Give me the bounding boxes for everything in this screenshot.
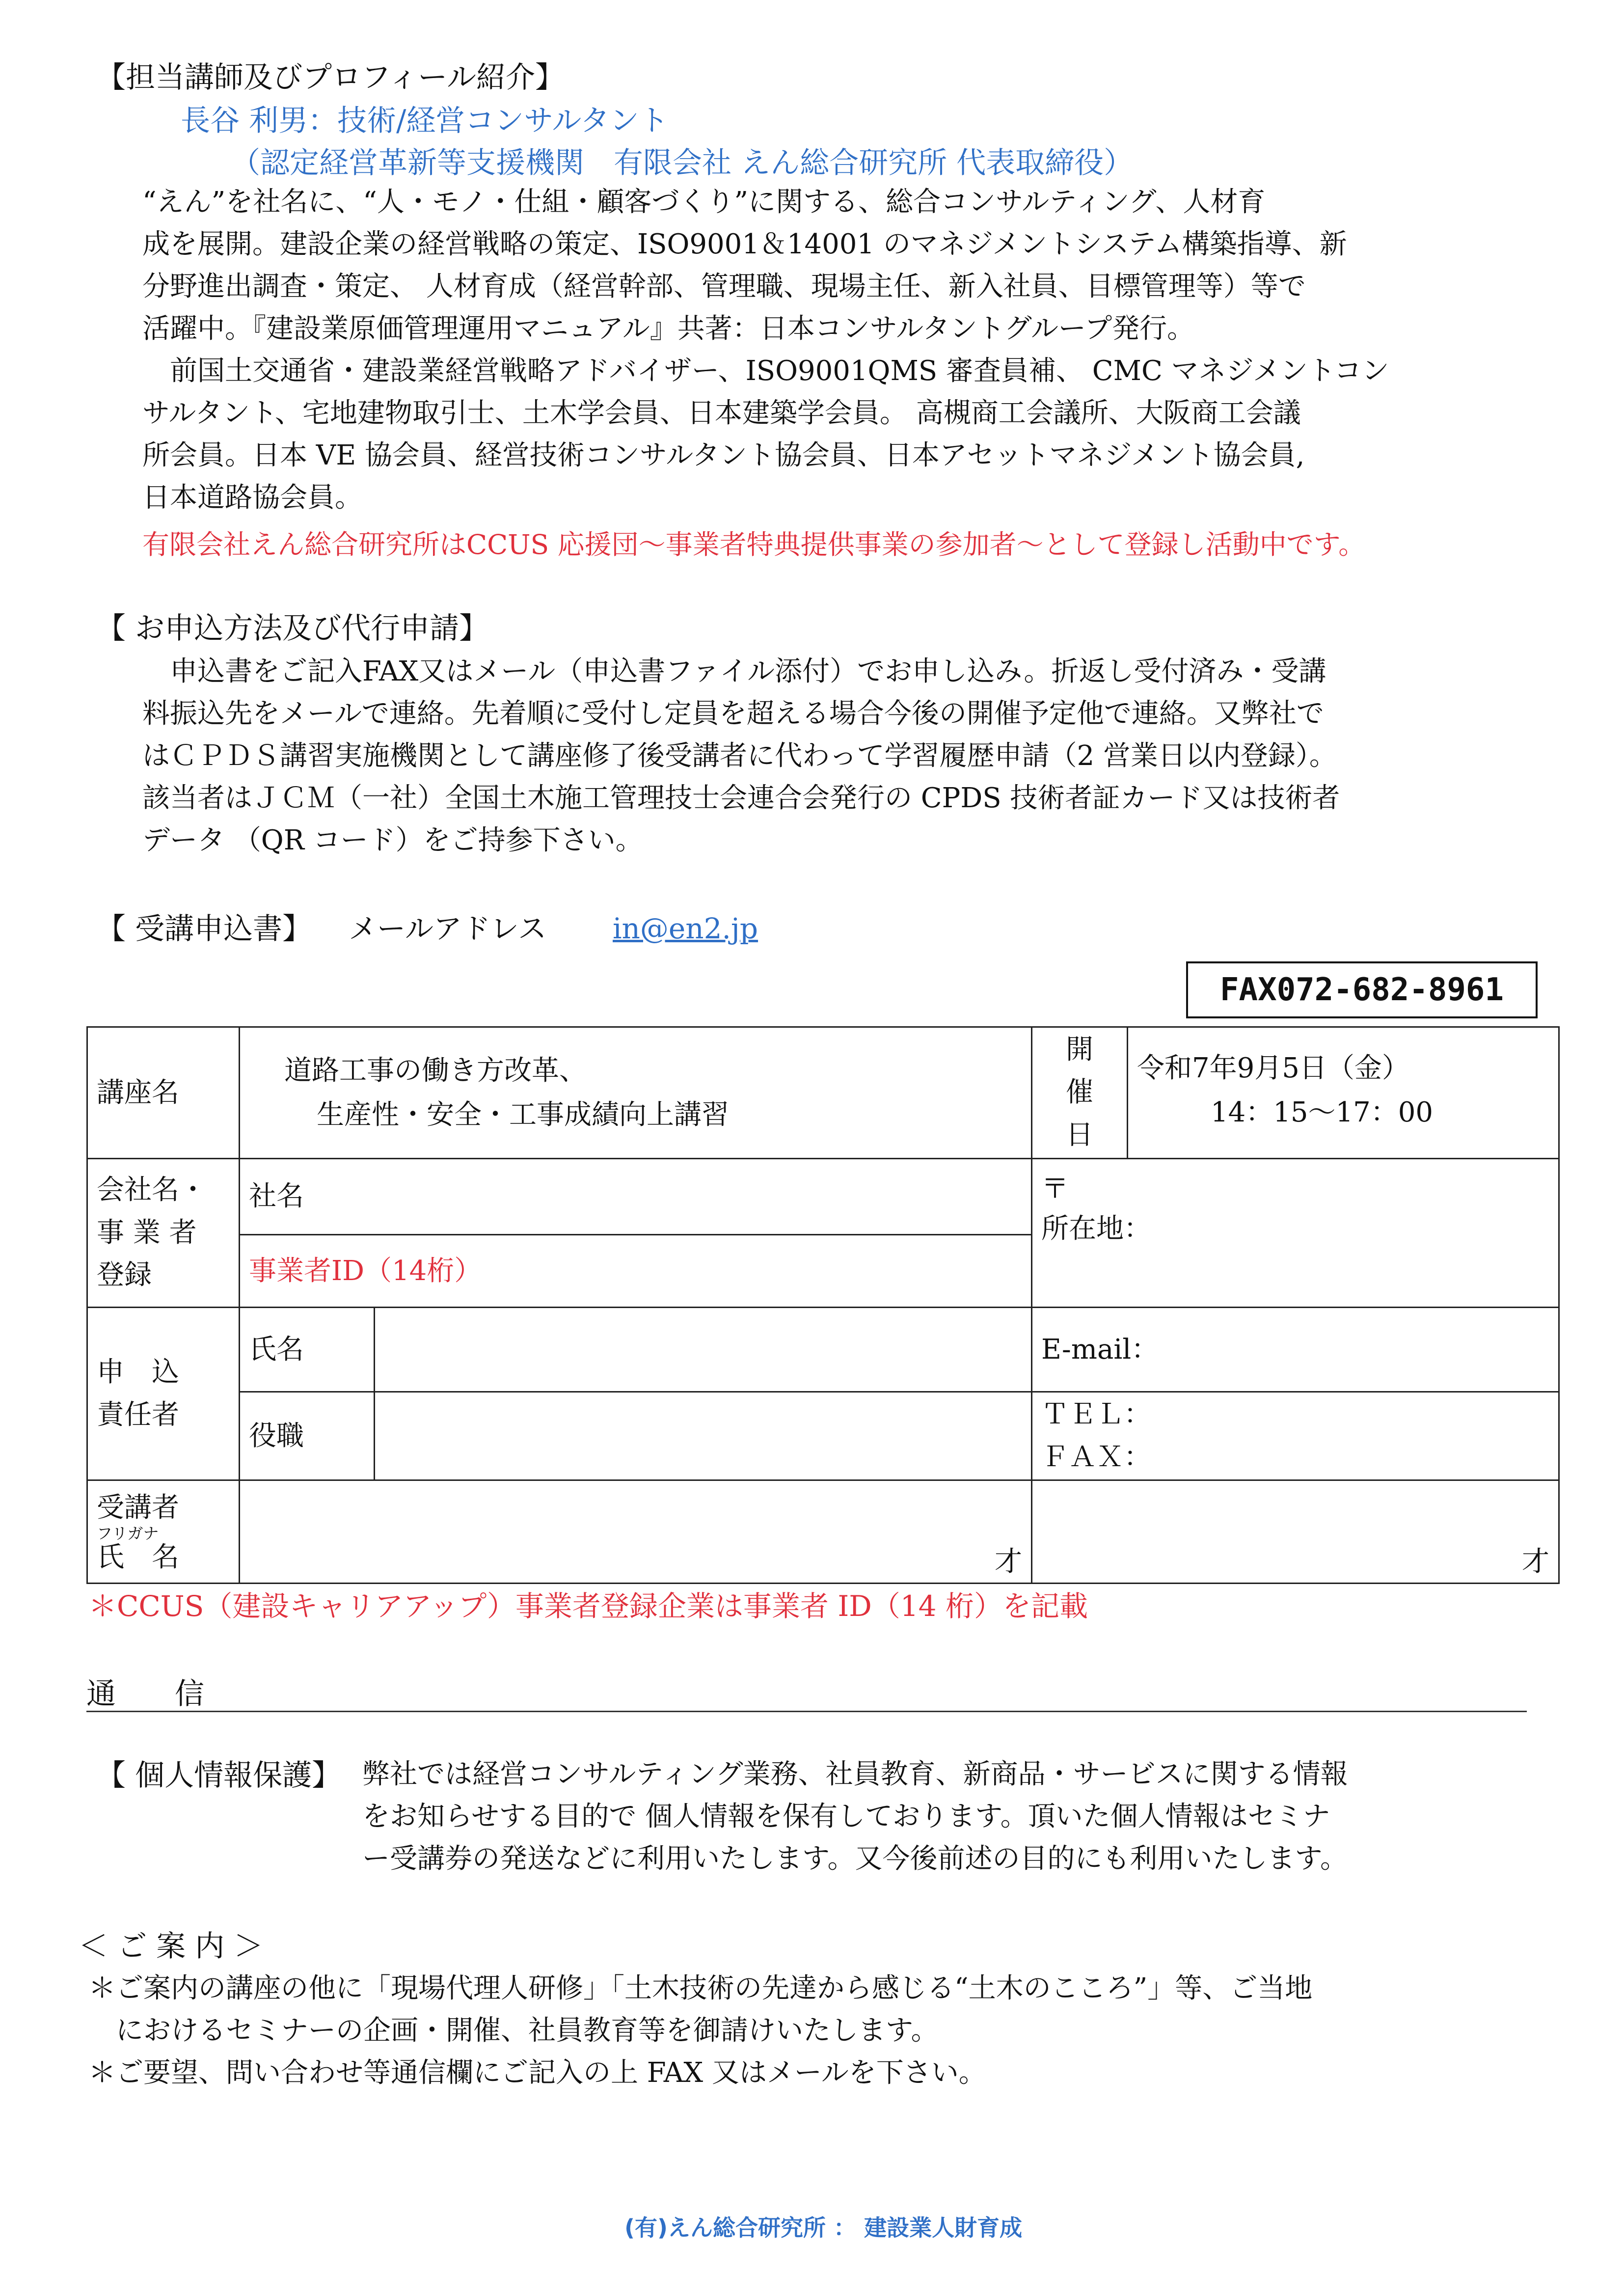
attendee-1-field[interactable] (240, 1480, 1032, 1584)
company-name-field[interactable] (240, 1159, 1032, 1235)
course-label: 講座名 (97, 1076, 179, 1109)
footer-text: (有)えん総合研究所 ： 建設業人財育成 (624, 2214, 1023, 2241)
apply-line: 該当者はＪＣＭ（一社）全国土木施工管理技士会連合会発行の CPDS 技術者証カード又は技術者 (142, 782, 1340, 814)
profile-line: 前国土交通省・建設業経営戦略アドバイザー、ISO9001QMS 審査員補、 CMC マネジメントコン (142, 355, 1389, 387)
communication-line[interactable] (86, 1711, 1527, 1712)
profile-line: 所会員。日本 VE 協会員、経営技術コンサルタント協会員、日本アセットマネジメント協会員, (142, 439, 1305, 471)
privacy-line: ー受講券の発送などに利用いたします。又今後前述の目的にも利用いたします。 (362, 1843, 1348, 1875)
position-label: 役職 (249, 1420, 304, 1452)
guide-line: ＊ご要望、問い合わせ等通信欄にご記入の上 FAX 又はメールを下さい。 (88, 2057, 986, 2089)
fax-number-box (1186, 961, 1538, 1018)
name-label: 氏名 (249, 1333, 304, 1366)
lecturer-name: 長谷 利男：技術/経営コンサルタント (181, 104, 669, 138)
apply-heading: 【 お申込方法及び代行申請】 (96, 611, 489, 646)
application-form (86, 1026, 1560, 1584)
event-time: 14：15～17：00 (1211, 1096, 1434, 1128)
course-title-line-2: 生産性・安全・工事成績向上講習 (317, 1098, 729, 1131)
business-id-field[interactable] (240, 1235, 1032, 1308)
fax-label: ＦＡＸ： (1041, 1441, 1151, 1473)
apply-line: データ （QR コード）をご持参下さい。 (142, 824, 643, 856)
date-label-char: 催 (1066, 1076, 1093, 1109)
name-input-cell[interactable] (375, 1308, 1032, 1392)
applicant-label-line: 責任者 (97, 1398, 179, 1431)
company-label-line: 会社名・ (97, 1174, 207, 1206)
tel-label: ＴＥＬ： (1041, 1398, 1151, 1430)
communication-label: 通 信 (86, 1677, 204, 1711)
address-field[interactable] (1032, 1159, 1559, 1308)
position-input-cell[interactable] (375, 1392, 1032, 1480)
company-name-label: 社名 (249, 1180, 304, 1212)
guide-heading: ＜ ご 案 内 ＞ (79, 1929, 264, 1964)
privacy-heading: 【 個人情報保護】 (96, 1758, 342, 1793)
fax-number: FAX072-682-8961 (1220, 972, 1504, 1008)
guide-line: におけるセミナーの企画・開催、社員教育等を御請けいたします。 (88, 2015, 939, 2047)
apply-line: 料振込先をメールで連絡。先着順に受付し定員を超える場合今後の開催予定他で連絡。又弊社で (142, 698, 1324, 730)
date-label-char: 開 (1066, 1034, 1093, 1066)
applicant-label-cell (87, 1308, 240, 1480)
profile-line: 活躍中。『建設業原価管理運用マニュアル』共著：日本コンサルタントグループ発行。 (142, 313, 1195, 345)
address-label: 所在地： (1041, 1213, 1151, 1245)
apply-line: 申込書をご記入FAX又はメール（申込書ファイル添付）でお申し込み。折返し受付済み・受講 (142, 656, 1326, 687)
attendee-label: 受講者 (97, 1492, 179, 1524)
ccus-supporter-note: 有限会社えん総合研究所はCCUS 応援団～事業者特典提供事業の参加者～として登録し活動中です。 (142, 529, 1366, 560)
guide-line: ＊ご案内の講座の他に「現場代理人研修」「土木技術の先達から感じる“土木のこころ”」等、ご当地 (88, 1972, 1313, 2004)
attendee-2-field[interactable] (1032, 1480, 1559, 1584)
email-field-cell[interactable] (1032, 1308, 1559, 1392)
email-label: メールアドレス (349, 912, 547, 945)
postal-mark: 〒 (1041, 1173, 1069, 1205)
form-heading: 【 受講申込書】 (96, 912, 312, 946)
attendee-name-label: 氏 名 (97, 1541, 179, 1574)
apply-line: はＣＰＤＳ講習実施機関として講座修了後受講者に代わって学習履歴申請（2 営業日以内登録）。 (142, 740, 1337, 772)
age-suffix: 才 (995, 1546, 1022, 1578)
age-suffix: 才 (1522, 1546, 1549, 1578)
event-date: 令和7年9月5日（金） (1137, 1052, 1409, 1084)
email-link[interactable]: in@en2.jp (613, 912, 758, 945)
profile-line: 成を展開。建設企業の経営戦略の策定、ISO9001＆14001 のマネジメントシステム構築指導、新 (142, 228, 1347, 260)
attendee-label-cell (87, 1480, 240, 1584)
date-label-char: 日 (1066, 1119, 1093, 1151)
profile-line: 分野進出調査・策定、 人材育成（経営幹部、管理職、現場主任、新入社員、目標管理等）等で (142, 271, 1306, 302)
lecturer-organization: （認定経営革新等支援機関 有限会社 えん総合研究所 代表取締役） (231, 146, 1134, 180)
profile-line: “えん”を社名に、“人・モノ・仕組・顧客づくり”に関する、総合コンサルティング、人材育 (142, 186, 1266, 218)
business-id-label: 事業者ID（14桁） (249, 1255, 482, 1287)
course-label-cell (87, 1027, 240, 1159)
profile-line: サルタント、宅地建物取引士、土木学会員、日本建築学会員。 高槻商工会議所、大阪商工会議 (142, 397, 1301, 429)
name-label-cell (240, 1308, 375, 1392)
privacy-line: をお知らせする目的で 個人情報を保有しております。頂いた個人情報はセミナ (362, 1801, 1330, 1832)
company-label-cell (87, 1159, 240, 1308)
ccus-footnote: ＊CCUS（建設キャリアアップ）事業者登録企業は事業者 ID（14 桁）を記載 (88, 1589, 1088, 1623)
email-field-label: E-mail： (1041, 1333, 1159, 1366)
privacy-line: 弊社では経営コンサルティング業務、社員教育、新商品・サービスに関する情報 (362, 1758, 1348, 1790)
position-label-cell (240, 1392, 375, 1480)
profile-heading: 【担当講師及びプロフィール紹介】 (96, 60, 565, 95)
course-title-cell (240, 1027, 1032, 1159)
course-title-line-1: 道路工事の働き方改革、 (284, 1054, 587, 1087)
company-label-line: 事 業 者 (97, 1216, 197, 1249)
tel-fax-cell[interactable] (1032, 1392, 1559, 1480)
date-label-cell (1032, 1027, 1128, 1159)
company-label-line: 登録 (97, 1259, 152, 1291)
furigana-label: フリガナ (97, 1524, 159, 1543)
date-value-cell (1128, 1027, 1559, 1159)
profile-line: 日本道路協会員。 (142, 482, 362, 514)
applicant-label-line: 申 込 (97, 1356, 179, 1388)
